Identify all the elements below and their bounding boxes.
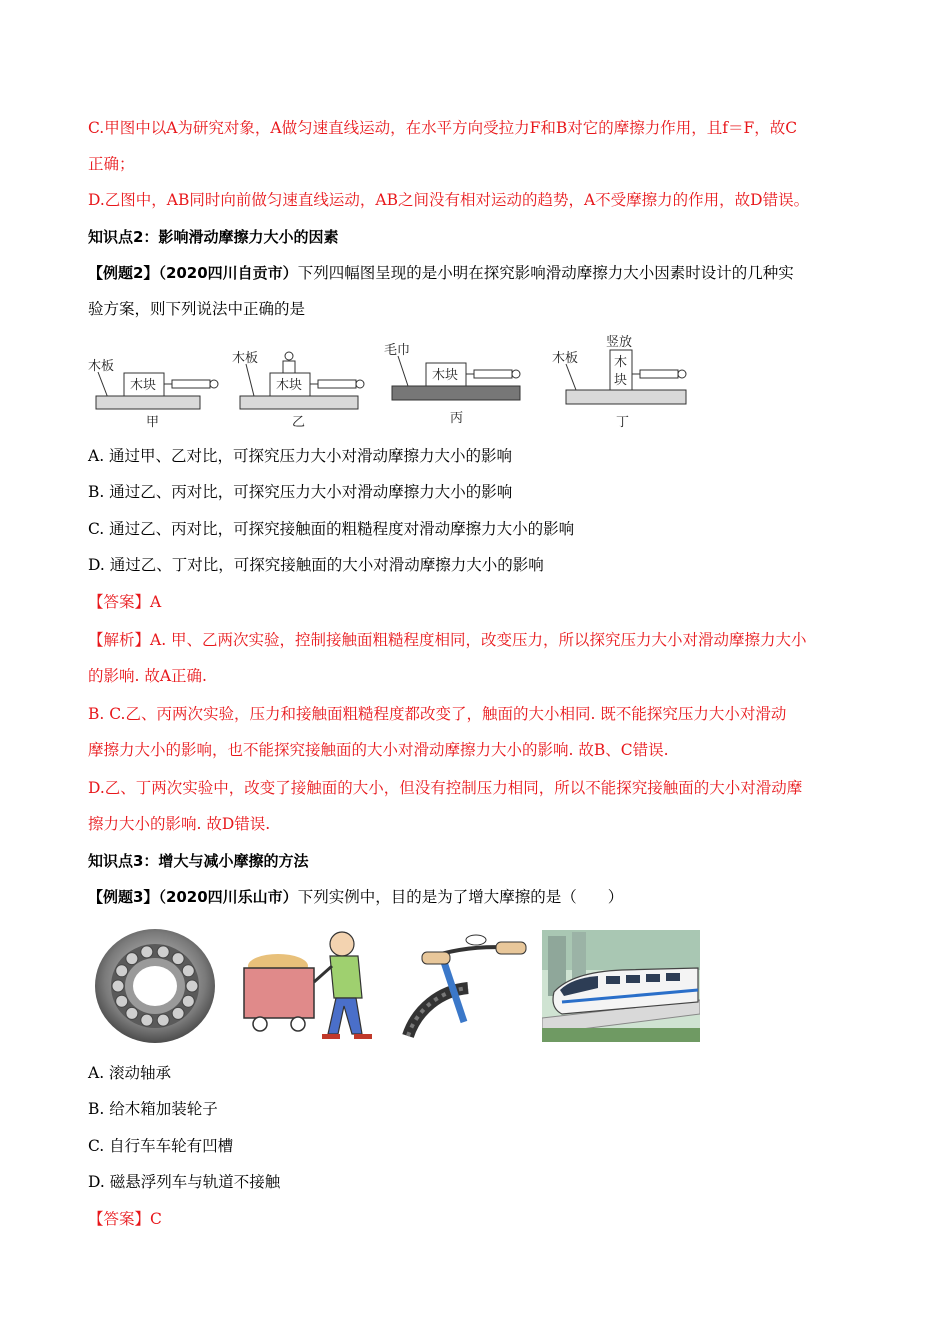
- example-2-analysis-line5: D.乙、丁两次实验中，改变了接触面的大小，但没有控制压力相同，所以不能探究接触面的大小对滑动摩: [88, 779, 803, 797]
- example-3-option-a: A. 滚动轴承: [88, 1064, 172, 1082]
- example-3-tag: 【例题3】: [88, 888, 159, 906]
- bearing-ball: [126, 953, 138, 965]
- example-2-question-line1: [88, 262, 794, 284]
- bearing-ball: [186, 980, 198, 992]
- example-2-question-text: 下列四幅图呈现的是小明在探究影响滑动摩擦力大小因素时设计的几种实: [297, 264, 794, 282]
- knowledge-point-2-title: 知识点2：影响滑动摩擦力大小的因素: [88, 228, 339, 246]
- panel-label-yi: 乙: [292, 415, 306, 430]
- block-label: 木块: [276, 378, 303, 393]
- bearing-ball: [172, 953, 184, 965]
- bearing-ball: [116, 995, 128, 1007]
- bearing-ball: [182, 995, 194, 1007]
- example-2-analysis-line4: 摩擦力大小的影响，也不能探究接触面的大小对滑动摩擦力大小的影响. 故B、C错误.: [88, 741, 669, 759]
- block-label: 木块: [432, 368, 459, 383]
- bearing-ball: [172, 1007, 184, 1019]
- knowledge-point-3-title: 知识点3：增大与减小摩擦的方法: [88, 852, 309, 870]
- example-2-option-a: A. 通过甲、乙对比，可探究压力大小对滑动摩擦力大小的影响: [88, 447, 513, 465]
- rolling-bearing-image: [90, 926, 220, 1046]
- block-vertical-char-1: 木: [614, 355, 628, 370]
- panel-label-jia: 甲: [146, 415, 160, 430]
- option-c-explanation-line2: 正确；: [88, 155, 135, 173]
- wooden-box-with-wheels-image: [238, 926, 388, 1046]
- board-label: 木板: [232, 351, 259, 366]
- bearing-ball: [116, 965, 128, 977]
- example-2-source: （2020四川自贡市）: [158, 264, 298, 282]
- example-2-option-c: C. 通过乙、丙对比，可探究接触面的粗糙程度对滑动摩擦力大小的影响: [88, 520, 575, 538]
- board-label: 木板: [552, 351, 579, 366]
- bearing-ball: [112, 980, 124, 992]
- weight-icon: [283, 361, 295, 373]
- bearing-ball: [141, 1014, 153, 1026]
- option-c-explanation-line1: C.甲图中以A为研究对象，A做匀速直线运动，在水平方向受拉力F和B对它的摩擦力作用，且f＝F，故C: [88, 119, 798, 137]
- block-label: 木块: [130, 378, 157, 393]
- example-3-source: （2020四川乐山市）: [158, 888, 298, 906]
- panel-label-ding: 丁: [616, 415, 630, 430]
- block-vertical-char-2: 块: [614, 373, 628, 388]
- example-2-analysis-line2: 的影响. 故A正确.: [88, 667, 207, 685]
- example-2-analysis-line1: 【解析】A. 甲、乙两次实验，控制接触面粗糙程度相同，改变压力，所以探究压力大小对滑动摩擦力大小: [88, 631, 807, 649]
- example-2-question-line2: 验方案，则下列说法中正确的是: [88, 300, 306, 318]
- bearing-ball: [157, 946, 169, 958]
- friction-experiment-figure: [86, 330, 698, 430]
- example-2-option-b: B. 通过乙、丙对比，可探究压力大小对滑动摩擦力大小的影响: [88, 483, 513, 501]
- example-3-option-b: B. 给木箱加装轮子: [88, 1100, 218, 1118]
- bearing-ball: [126, 1007, 138, 1019]
- example-2-answer: 【答案】A: [88, 593, 162, 611]
- bicycle-tire-image: [398, 926, 533, 1046]
- example-2-analysis-line6: 擦力大小的影响. 故D错误.: [88, 815, 271, 833]
- towel-label: 毛巾: [384, 343, 411, 358]
- panel-jia: [88, 358, 218, 430]
- example-2-option-d: D. 通过乙、丁对比，可探究接触面的大小对滑动摩擦力大小的影响: [88, 556, 544, 574]
- maglev-train-image: [542, 930, 700, 1042]
- example-3-question-text: 下列实例中，目的是为了增大摩擦的是（ ）: [297, 888, 624, 906]
- bearing-ball: [157, 1014, 169, 1026]
- panel-label-bing: 丙: [450, 411, 464, 426]
- board-label: 木板: [88, 359, 115, 374]
- example-2-tag: 【例题2】: [88, 264, 159, 282]
- panel-ding: [552, 334, 686, 430]
- example-3-answer: 【答案】C: [88, 1210, 162, 1228]
- panel-bing: [384, 342, 520, 426]
- example-3-question: [88, 886, 623, 908]
- panel-yi: [232, 350, 364, 430]
- bearing-ball: [141, 946, 153, 958]
- example-3-option-d: D. 磁悬浮列车与轨道不接触: [88, 1173, 281, 1191]
- option-d-explanation: D.乙图中，AB同时向前做匀速直线运动，AB之间没有相对运动的趋势，A不受摩擦力的作用，故D错误。: [88, 191, 810, 209]
- upright-label: 竖放: [606, 335, 633, 350]
- bearing-ball: [182, 965, 194, 977]
- example-3-option-c: C. 自行车车轮有凹槽: [88, 1137, 234, 1155]
- example-2-analysis-line3: B. C.乙、丙两次实验，压力和接触面粗糙程度都改变了，触面的大小相同. 既不能探究压力大小对滑动: [88, 705, 787, 723]
